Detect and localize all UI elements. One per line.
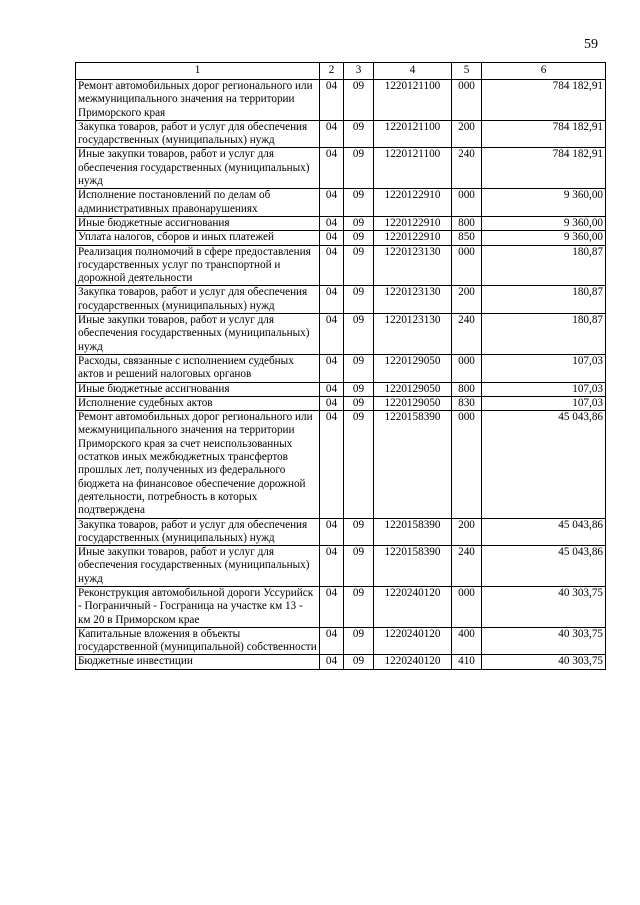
- row-target-article-cell: 1220129050: [374, 382, 452, 396]
- table-row: [76, 314, 606, 355]
- row-section-cell: 04: [320, 518, 344, 546]
- row-section-cell: 04: [320, 286, 344, 314]
- row-target-article-cell: 1220129050: [374, 354, 452, 382]
- row-amount-cell: 784 182,91: [482, 80, 606, 121]
- table-row: [76, 586, 606, 627]
- row-amount-cell: 180,87: [482, 245, 606, 286]
- row-amount-cell: 9 360,00: [482, 216, 606, 230]
- row-name-cell: Расходы, связанные с исполнением судебных актов и решений налоговых органов: [76, 354, 320, 382]
- row-subsection-cell: 09: [344, 655, 374, 669]
- row-expense-type-cell: 000: [452, 586, 482, 627]
- budget-table: [75, 62, 606, 670]
- row-target-article-cell: 1220158390: [374, 411, 452, 518]
- row-subsection-cell: 09: [344, 216, 374, 230]
- table-row: [76, 245, 606, 286]
- row-amount-cell: 45 043,86: [482, 546, 606, 587]
- header-cell: 4: [374, 63, 452, 80]
- row-subsection-cell: 09: [344, 286, 374, 314]
- row-target-article-cell: 1220123130: [374, 286, 452, 314]
- row-target-article-cell: 1220121100: [374, 120, 452, 148]
- row-subsection-cell: 09: [344, 354, 374, 382]
- row-expense-type-cell: 240: [452, 546, 482, 587]
- row-target-article-cell: 1220240120: [374, 655, 452, 669]
- row-amount-cell: 40 303,75: [482, 655, 606, 669]
- row-target-article-cell: 1220158390: [374, 518, 452, 546]
- table-row: [76, 189, 606, 217]
- row-section-cell: 04: [320, 627, 344, 655]
- row-expense-type-cell: 200: [452, 120, 482, 148]
- row-section-cell: 04: [320, 314, 344, 355]
- row-target-article-cell: 1220122910: [374, 216, 452, 230]
- row-expense-type-cell: 000: [452, 354, 482, 382]
- row-subsection-cell: 09: [344, 120, 374, 148]
- row-section-cell: 04: [320, 382, 344, 396]
- row-target-article-cell: 1220122910: [374, 231, 452, 245]
- table-row: [76, 411, 606, 518]
- header-cell: 6: [482, 63, 606, 80]
- row-section-cell: 04: [320, 245, 344, 286]
- table-row: [76, 148, 606, 189]
- row-name-cell: Ремонт автомобильных дорог регионального или межмуниципального значения на территории Приморского края: [76, 80, 320, 121]
- row-target-article-cell: 1220129050: [374, 396, 452, 410]
- page-number: 59: [584, 37, 598, 52]
- row-target-article-cell: 1220240120: [374, 627, 452, 655]
- row-subsection-cell: 09: [344, 586, 374, 627]
- row-name-cell: Реконструкция автомобильной дороги Уссурийск - Пограничный - Госграница на участке км 13 - км 20 в Приморском крае: [76, 586, 320, 627]
- table-row: [76, 546, 606, 587]
- row-amount-cell: 40 303,75: [482, 627, 606, 655]
- row-amount-cell: 107,03: [482, 396, 606, 410]
- row-target-article-cell: 1220122910: [374, 189, 452, 217]
- row-expense-type-cell: 200: [452, 286, 482, 314]
- row-section-cell: 04: [320, 231, 344, 245]
- table-row: [76, 80, 606, 121]
- row-amount-cell: 45 043,86: [482, 518, 606, 546]
- table-row: [76, 627, 606, 655]
- row-name-cell: Капитальные вложения в объекты государственной (муниципальной) собственности: [76, 627, 320, 655]
- row-expense-type-cell: 800: [452, 382, 482, 396]
- table-row: [76, 286, 606, 314]
- table-row: [76, 382, 606, 396]
- row-name-cell: Ремонт автомобильных дорог регионального или межмуниципального значения на территории Приморского края за счет неиспользованных остатков иных межбюджетных трансфертов прошлых лет, полученных из федерального бюджета на финансовое обеспечение дорожной деятельности, потребность в которых подтверждена: [76, 411, 320, 518]
- row-expense-type-cell: 240: [452, 314, 482, 355]
- row-amount-cell: 9 360,00: [482, 189, 606, 217]
- row-expense-type-cell: 830: [452, 396, 482, 410]
- row-section-cell: 04: [320, 148, 344, 189]
- header-row: [76, 63, 606, 80]
- row-section-cell: 04: [320, 120, 344, 148]
- row-subsection-cell: 09: [344, 148, 374, 189]
- row-target-article-cell: 1220121100: [374, 148, 452, 189]
- row-expense-type-cell: 850: [452, 231, 482, 245]
- row-expense-type-cell: 000: [452, 189, 482, 217]
- row-amount-cell: 45 043,86: [482, 411, 606, 518]
- row-target-article-cell: 1220240120: [374, 586, 452, 627]
- table-row: [76, 120, 606, 148]
- row-name-cell: Закупка товаров, работ и услуг для обеспечения государственных (муниципальных) нужд: [76, 120, 320, 148]
- table-row: [76, 354, 606, 382]
- row-subsection-cell: 09: [344, 546, 374, 587]
- row-section-cell: 04: [320, 655, 344, 669]
- row-section-cell: 04: [320, 396, 344, 410]
- table-row: [76, 518, 606, 546]
- row-amount-cell: 784 182,91: [482, 148, 606, 189]
- row-amount-cell: 9 360,00: [482, 231, 606, 245]
- row-name-cell: Уплата налогов, сборов и иных платежей: [76, 231, 320, 245]
- row-amount-cell: 107,03: [482, 382, 606, 396]
- row-subsection-cell: 09: [344, 396, 374, 410]
- row-section-cell: 04: [320, 189, 344, 217]
- table-row: [76, 231, 606, 245]
- row-target-article-cell: 1220123130: [374, 245, 452, 286]
- row-expense-type-cell: 410: [452, 655, 482, 669]
- row-subsection-cell: 09: [344, 627, 374, 655]
- row-name-cell: Исполнение судебных актов: [76, 396, 320, 410]
- row-name-cell: Реализация полномочий в сфере предоставления государственных услуг по транспортной и дорожной деятельности: [76, 245, 320, 286]
- header-cell: 2: [320, 63, 344, 80]
- row-target-article-cell: 1220123130: [374, 314, 452, 355]
- row-expense-type-cell: 400: [452, 627, 482, 655]
- row-name-cell: Иные закупки товаров, работ и услуг для обеспечения государственных (муниципальных) нужд: [76, 148, 320, 189]
- row-subsection-cell: 09: [344, 245, 374, 286]
- row-subsection-cell: 09: [344, 314, 374, 355]
- row-amount-cell: 784 182,91: [482, 120, 606, 148]
- row-target-article-cell: 1220158390: [374, 546, 452, 587]
- row-expense-type-cell: 000: [452, 411, 482, 518]
- header-cell: 5: [452, 63, 482, 80]
- row-name-cell: Иные закупки товаров, работ и услуг для обеспечения государственных (муниципальных) нужд: [76, 546, 320, 587]
- row-name-cell: Бюджетные инвестиции: [76, 655, 320, 669]
- row-amount-cell: 180,87: [482, 286, 606, 314]
- row-section-cell: 04: [320, 216, 344, 230]
- row-section-cell: 04: [320, 586, 344, 627]
- row-name-cell: Иные бюджетные ассигнования: [76, 216, 320, 230]
- row-name-cell: Исполнение постановлений по делам об административных правонарушениях: [76, 189, 320, 217]
- row-amount-cell: 40 303,75: [482, 586, 606, 627]
- row-subsection-cell: 09: [344, 231, 374, 245]
- row-target-article-cell: 1220121100: [374, 80, 452, 121]
- row-section-cell: 04: [320, 80, 344, 121]
- row-section-cell: 04: [320, 354, 344, 382]
- row-name-cell: Закупка товаров, работ и услуг для обеспечения государственных (муниципальных) нужд: [76, 286, 320, 314]
- row-amount-cell: 107,03: [482, 354, 606, 382]
- row-subsection-cell: 09: [344, 411, 374, 518]
- row-subsection-cell: 09: [344, 80, 374, 121]
- row-name-cell: Иные закупки товаров, работ и услуг для обеспечения государственных (муниципальных) нужд: [76, 314, 320, 355]
- row-amount-cell: 180,87: [482, 314, 606, 355]
- row-expense-type-cell: 000: [452, 245, 482, 286]
- row-name-cell: Иные бюджетные ассигнования: [76, 382, 320, 396]
- row-expense-type-cell: 800: [452, 216, 482, 230]
- row-expense-type-cell: 240: [452, 148, 482, 189]
- row-subsection-cell: 09: [344, 518, 374, 546]
- row-expense-type-cell: 200: [452, 518, 482, 546]
- row-section-cell: 04: [320, 546, 344, 587]
- table-row: [76, 396, 606, 410]
- table-row: [76, 655, 606, 669]
- row-subsection-cell: 09: [344, 189, 374, 217]
- header-cell: 3: [344, 63, 374, 80]
- row-section-cell: 04: [320, 411, 344, 518]
- table-row: [76, 216, 606, 230]
- row-name-cell: Закупка товаров, работ и услуг для обеспечения государственных (муниципальных) нужд: [76, 518, 320, 546]
- row-expense-type-cell: 000: [452, 80, 482, 121]
- header-cell: 1: [76, 63, 320, 80]
- row-subsection-cell: 09: [344, 382, 374, 396]
